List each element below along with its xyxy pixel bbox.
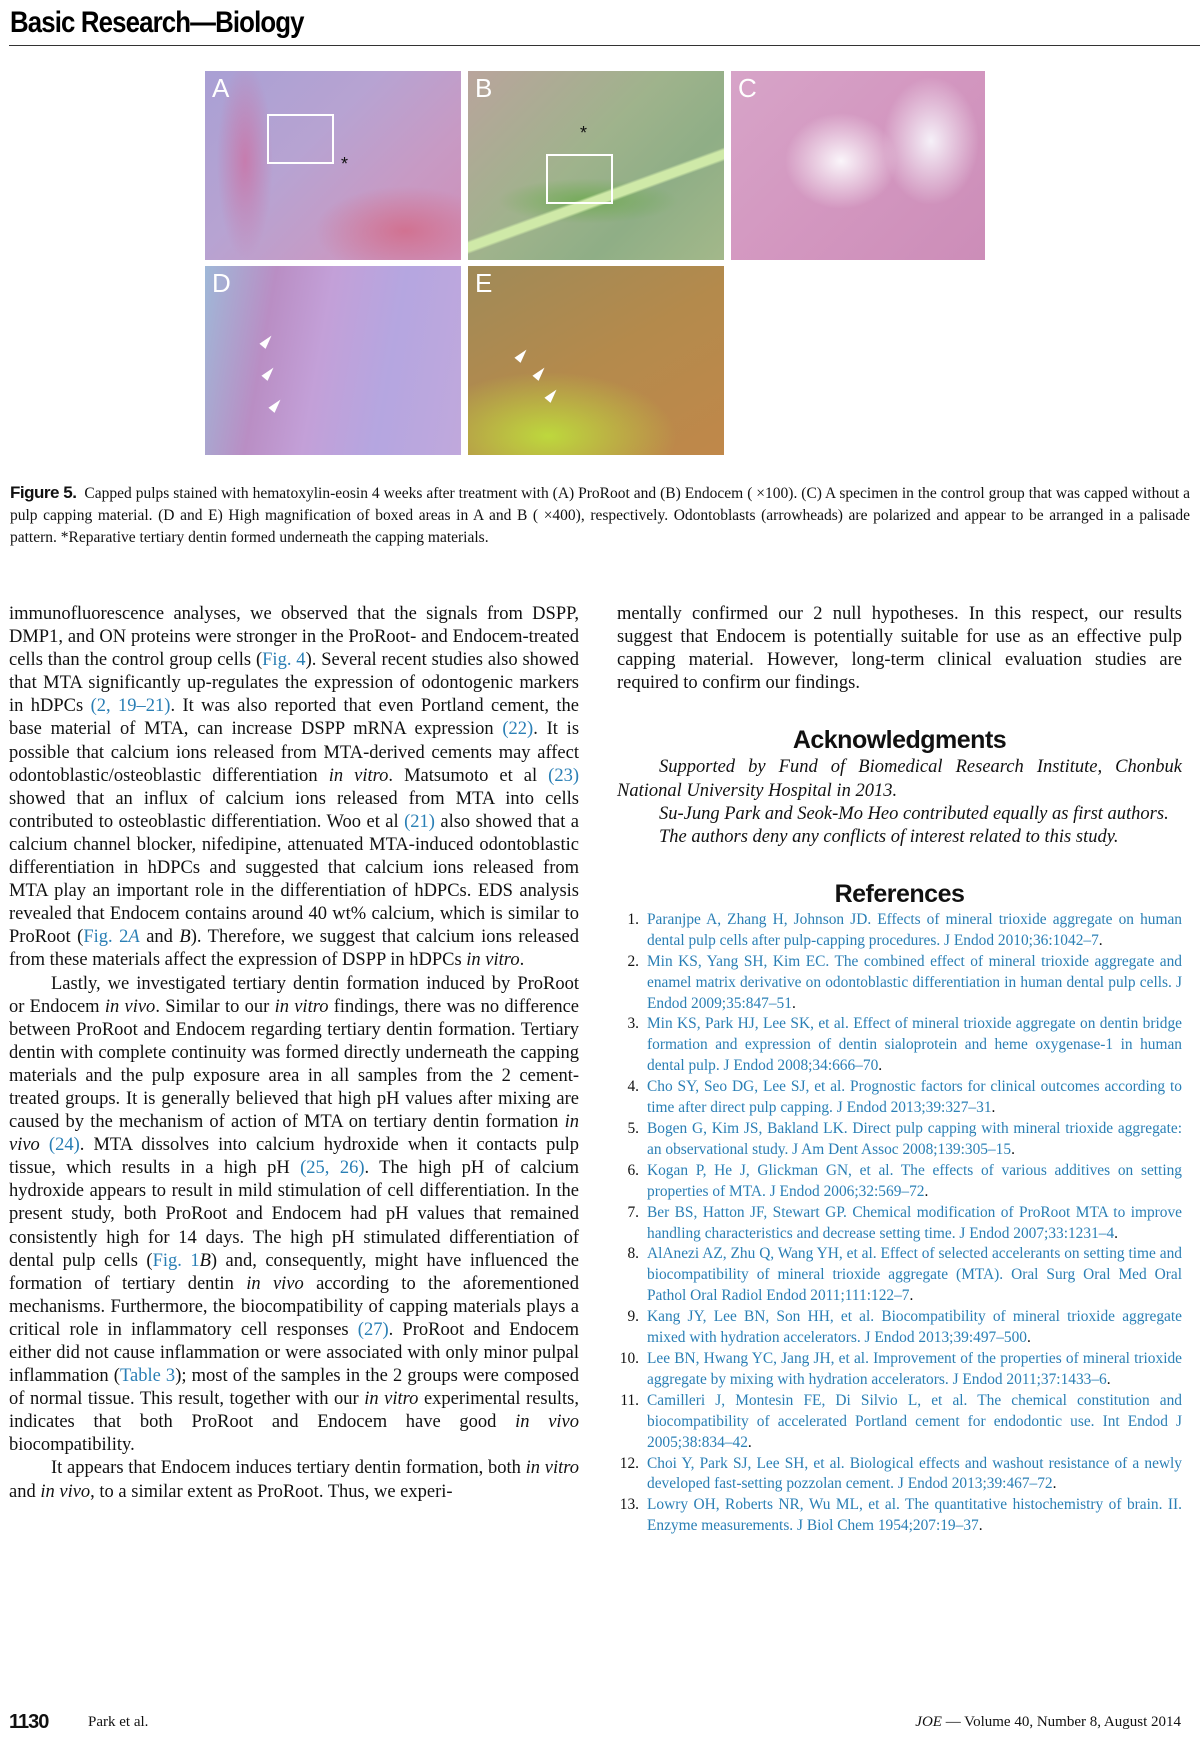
reference-item: 1. Paranjpe A, Zhang H, Johnson JD. Effects of mineral trioxide aggregate on human dental pulp cells after pulp-capping procedures. J Endod 2010;36:1042–7. <box>627 910 1182 949</box>
header-rule <box>9 45 1200 46</box>
reference-link[interactable]: Cho SY, Seo DG, Lee SJ, et al. Prognostic factors for clinical outcomes according to time after direct pulp capping. J Endod 2013;39:327–31 <box>647 1078 1182 1117</box>
reference-item: 6. Kogan P, He J, Glickman GN, et al. The effects of various additives on setting properties of MTA. J Endod 2006;32:569–72. <box>627 1161 1182 1200</box>
citation-link[interactable]: (25, 26) <box>300 1158 365 1179</box>
reference-item: 3. Min KS, Park HJ, Lee SK, et al. Effect of mineral trioxide aggregate on dentin bridge formation and expression of dentin sialoprotein and heme oxygenase-1 in human dental pulp. J Endod 2008;34:666–70. <box>627 1015 1182 1075</box>
figure-panel-b <box>468 71 724 260</box>
figure-5 <box>205 71 985 456</box>
acknowledgment-authors: Su-Jung Park and Seok-Mo Heo contributed equally as first authors. <box>659 803 1169 824</box>
paragraph: It appears that Endocem induces tertiary dentin formation, both in vitro and in vivo, to a similar extent as ProRoot. Thus, we experi- <box>9 1458 580 1502</box>
boxed-area <box>546 154 613 204</box>
citation-link[interactable]: (27) <box>357 1319 389 1340</box>
citation-link[interactable]: (23) <box>548 765 579 786</box>
citation-link[interactable]: (2, 19–21) <box>90 696 171 717</box>
arrowhead-icon <box>261 365 276 381</box>
citation-link[interactable]: (21) <box>404 811 435 832</box>
reference-item: 11. Camilleri J, Montesin FE, Di Silvio L, et al. The chemical constitution and biocompatibility of accelerated Portland cement for endodontic use. Int Endod J 2005;38:834–42. <box>620 1391 1182 1451</box>
asterisk-marker: * <box>341 154 349 174</box>
reference-item: 7. Ber BS, Hatton JF, Stewart GP. Chemical modification of ProRoot MTA to improve handling characteristics and decrease setting time. J Endod 2007;33:1231–4. <box>627 1203 1182 1242</box>
acknowledgment-conflicts: The authors deny any conflicts of interest related to this study. <box>659 826 1119 847</box>
reference-item: 8. AlAnezi AZ, Zhu Q, Wang YH, et al. Effect of selected accelerants on setting time and biocompatibility of mineral trioxide aggregate (MTA). Oral Surg Oral Med Oral Pathol Oral Radiol Endod 2011;111:122–7. <box>627 1245 1182 1305</box>
body-left-column <box>9 603 579 1504</box>
reference-link[interactable]: Min KS, Park HJ, Lee SK, et al. Effect of mineral trioxide aggregate on dentin bridge formation and expression of dentin sialoprotein and heme oxygenase-1 in human dental pulp. J Endod 2008;34:666–70 <box>647 1015 1182 1075</box>
paragraph: immunofluorescence analyses, we observed that the signals from DSPP, DMP1, and ON proteins were stronger in the ProRoot- and Endocem-treated cells than the control group cells (Fig. 4). Several recent studies also showed that MTA significantly up-regulates the expression of odontogenic markers in hDPCs (2, 19–21). It was also reported that even Portland cement, the base material of MTA, can increase DSPP mRNA expression (22). It is possible that calcium ions released from MTA-derived cements may affect odontoblastic/osteoblastic differentiation in vitro. Matsumoto et al (23) showed that an influx of calcium ions released from MTA into cells contributed to osteoblastic differentiation. Woo et al (21) also showed that a calcium channel blocker, nifedipine, attenuated MTA-induced odontoblastic differentiation in hDPCs and suggested that calcium ions released from MTA play an important role in the differentiation of hDPCs. EDS analysis revealed that Endocem contains around 40 wt% calcium, which is similar to ProRoot (Fig. 2A and B). Therefore, we suggest that calcium ions released from these materials affect the expression of DSPP in hDPCs in vitro. <box>9 604 580 971</box>
reference-link[interactable]: Choi Y, Park SJ, Lee SH, et al. Biological effects and washout resistance of a newly developed fast-setting pozzolan cement. J Endod 2013;39:467–72 <box>647 1454 1182 1493</box>
reference-link[interactable]: Lee BN, Hwang YC, Jang JH, et al. Improvement of the properties of mineral trioxide aggregate by mixing with hydration accelerators. J Endod 2011;37:1433–6 <box>647 1349 1182 1388</box>
reference-link[interactable]: Paranjpe A, Zhang H, Johnson JD. Effects of mineral trioxide aggregate on human dental pulp cells after pulp-capping procedures. J Endod 2010;36:1042–7 <box>647 910 1182 949</box>
arrowhead-icon <box>514 347 529 363</box>
arrowhead-icon <box>544 387 559 403</box>
body-right-column <box>617 603 1182 1537</box>
references-list <box>617 910 1182 1537</box>
figure-link[interactable]: Fig. 4 <box>262 650 306 671</box>
reference-item: 5. Bogen G, Kim JS, Bakland LK. Direct pulp capping with mineral trioxide aggregate: an observational study. J Am Dent Assoc 2008;139:305–15. <box>627 1120 1182 1158</box>
reference-item: 13. Lowry OH, Roberts NR, Wu ML, et al. The quantitative histochemistry of brain. II. Enzyme measurements. J Biol Chem 1954;207:19–37. <box>619 1496 1182 1535</box>
running-authors: Park et al. <box>88 1714 149 1730</box>
reference-link[interactable]: Min KS, Yang SH, Kim EC. The combined effect of mineral trioxide aggregate and enamel matrix derivative on odontoblastic differentiation in human dental pulp cells. J Endod 2009;35:847–51 <box>647 952 1182 1012</box>
journal-abbrev: JOE <box>915 1714 942 1730</box>
figure-panel-a <box>205 71 461 260</box>
figure-link[interactable]: Fig. 2 <box>83 927 129 948</box>
journal-issue: — Volume 40, Number 8, August 2014 <box>941 1714 1181 1730</box>
figure-panel-e <box>468 266 724 455</box>
section-title: Basic Research—Biology <box>10 6 304 39</box>
panel-label: A <box>212 73 230 103</box>
reference-link[interactable]: Kogan P, He J, Glickman GN, et al. The effects of various additives on setting properties of MTA. J Endod 2006;32:569–72 <box>647 1161 1182 1200</box>
reference-link[interactable]: Ber BS, Hatton JF, Stewart GP. Chemical modification of ProRoot MTA to improve handling characteristics and decrease setting time. J Endod 2007;33:1231–4 <box>647 1203 1182 1242</box>
page-number: 1130 <box>9 1711 49 1733</box>
table-link[interactable]: Table 3 <box>119 1366 176 1387</box>
reference-link[interactable]: AlAnezi AZ, Zhu Q, Wang YH, et al. Effect of selected accelerants on setting time and biocompatibility of mineral trioxide aggregate (MTA). Oral Surg Oral Med Oral Pathol Oral Radiol Endod 2011;111:122–7 <box>647 1245 1182 1305</box>
references-heading: References <box>834 879 965 908</box>
reference-item: 2. Min KS, Yang SH, Kim EC. The combined effect of mineral trioxide aggregate and enamel matrix derivative on odontoblastic differentiation in human dental pulp cells. J Endod 2009;35:847–51. <box>627 952 1182 1012</box>
figure-link[interactable]: Fig. 1 <box>152 1250 200 1271</box>
paragraph: Lastly, we investigated tertiary dentin formation induced by ProRoot or Endocem in vivo. Similar to our in vitro findings, there was no difference between ProRoot and Endocem regarding tertiary dentin formation. Tertiary dentin with complete continuity was formed directly underneath the capping materials and the pulp exposure area in all samples from the 2 cement-treated groups. It is generally believed that high pH values after mixing are caused by the mechanism of action of MTA on tertiary dentin formation in vivo (24). MTA dissolves into calcium hydroxide when it contacts pulp tissue, which results in a high pH (25, 26). The high pH of calcium hydroxide appears to result in mild stimulation of cell differentiation. In the present study, both ProRoot and Endocem had pH values that remained consistently high for 14 days. The high pH stimulated differentiation of dental pulp cells (Fig. 1B) and, consequently, might have influenced the formation of tertiary dentin in vivo according to the aforementioned mechanisms. Furthermore, the biocompatibility of capping materials plays a critical role in inflammatory cell responses (27). ProRoot and Endocem either did not cause inflammation or were associated with only minor pulpal inflammation (Table 3); most of the samples in the 2 groups were composed of normal tissue. This result, together with our in vitro experimental results, indicates that both ProRoot and Endocem have good in vivo biocompatibility. <box>9 973 580 1456</box>
reference-link[interactable]: Bogen G, Kim JS, Bakland LK. Direct pulp capping with mineral trioxide aggregate: an observational study. J Am Dent Assoc 2008;139:305–15 <box>647 1120 1182 1158</box>
figure-panel-c <box>731 71 985 260</box>
reference-item: 4. Cho SY, Seo DG, Lee SJ, et al. Prognostic factors for clinical outcomes according to time after direct pulp capping. J Endod 2013;39:327–31. <box>627 1078 1182 1117</box>
journal-citation <box>915 1714 1181 1731</box>
reference-link[interactable]: Kang JY, Lee BN, Son HH, et al. Biocompatibility of mineral trioxide aggregate mixed with hydration accelerators. J Endod 2013;39:497–500 <box>647 1308 1182 1347</box>
citation-link[interactable]: (24) <box>48 1135 80 1156</box>
reference-item: 9. Kang JY, Lee BN, Son HH, et al. Biocompatibility of mineral trioxide aggregate mixed with hydration accelerators. J Endod 2013;39:497–500. <box>627 1308 1182 1347</box>
caption-text: Capped pulps stained with hematoxylin-eosin 4 weeks after treatment with (A) ProRoot and (B) Endocem ( ×100). (C) A specimen in the control group that was capped without a pulp capping material. (D and E) High magnification of boxed areas in A and B ( ×400), respectively. Odontoblasts (arrowheads) are polarized and appear to be arranged in a palisade pattern. *Reparative tertiary dentin formed underneath the capping materials. <box>10 485 1190 546</box>
figure-label: Figure 5. <box>10 483 77 502</box>
panel-label: E <box>475 268 493 298</box>
reference-item: 10. Lee BN, Hwang YC, Jang JH, et al. Improvement of the properties of mineral trioxide aggregate by mixing with hydration accelerators. J Endod 2011;37:1433–6. <box>619 1349 1182 1388</box>
citation-link[interactable]: (22) <box>502 719 534 740</box>
asterisk-marker: * <box>580 123 588 143</box>
acknowledgment-funding: Supported by Fund of Biomedical Research Institute, Chonbuk National University Hospital in 2013. <box>617 757 1182 801</box>
reference-link[interactable]: Camilleri J, Montesin FE, Di Silvio L, et al. The chemical constitution and biocompatibility of accelerated Portland cement for endodontic use. Int Endod J 2005;38:834–42 <box>647 1391 1182 1451</box>
arrowhead-icon <box>532 365 547 381</box>
figure-panel-d <box>205 266 461 455</box>
reference-item: 12. Choi Y, Park SJ, Lee SH, et al. Biological effects and washout resistance of a newly developed fast-setting pozzolan cement. J Endod 2013;39:467–72. <box>619 1454 1182 1493</box>
panel-label: B <box>475 73 493 103</box>
figure-caption <box>10 482 1190 549</box>
reference-link[interactable]: Lowry OH, Roberts NR, Wu ML, et al. The quantitative histochemistry of brain. II. Enzyme measurements. J Biol Chem 1954;207:19–37 <box>647 1496 1182 1535</box>
boxed-area <box>267 114 334 164</box>
panel-label: D <box>212 268 231 298</box>
arrowhead-icon <box>259 333 274 349</box>
arrowhead-icon <box>268 397 283 413</box>
panel-label: C <box>738 73 757 103</box>
acknowledgments-heading: Acknowledgments <box>792 726 1007 755</box>
paragraph: mentally confirmed our 2 null hypotheses. In this respect, our results suggest that Endocem is potentially suitable for use as an effective pulp capping material. However, long-term clinical evaluation studies are required to confirm our findings. <box>617 604 1182 694</box>
